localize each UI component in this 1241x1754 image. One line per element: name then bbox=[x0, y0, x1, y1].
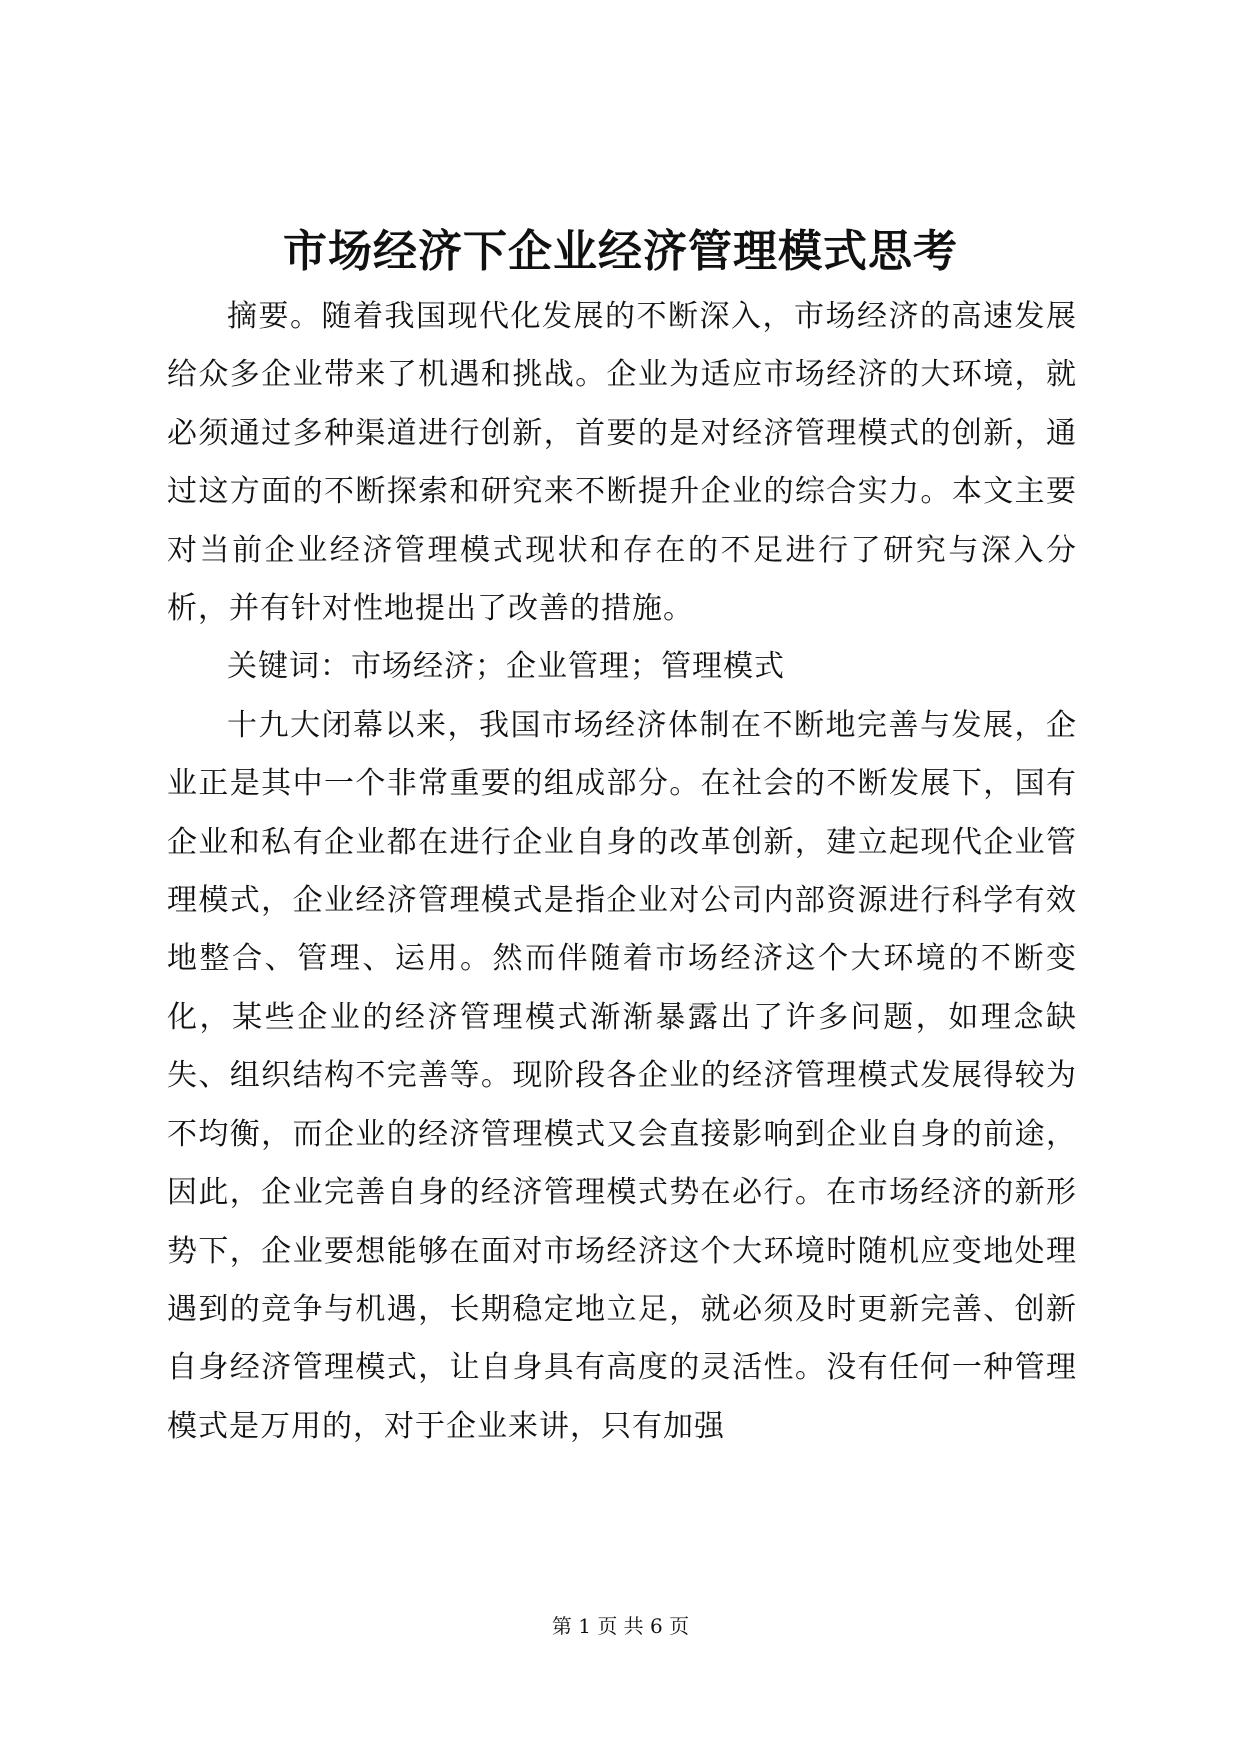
page-footer: 第 1 页 共 6 页 bbox=[551, 1614, 690, 1638]
abstract-paragraph: 摘要。随着我国现代化发展的不断深入，市场经济的高速发展给众多企业带来了机遇和挑战。企业为适应市场经济的大环境，就必须通过多种渠道进行创新，首要的是对经济管理模式的创新，通过这方面的不断探索和研究来不断提升企业的综合实力。本文主要对当前企业经济管理模式现状和存在的不足进行了研究与深入分析，并有针对性地提出了改善的措施。 bbox=[167, 299, 1077, 627]
keywords-paragraph: 关键词：市场经济；企业管理；管理模式 bbox=[227, 649, 785, 685]
body-paragraph: 十九大闭幕以来，我国市场经济体制在不断地完善与发展，企业正是其中一个非常重要的组成部分。在社会的不断发展下，国有企业和私有企业都在进行企业自身的改革创新，建立起现代企业管理模式，企业经济管理模式是指企业对公司内部资源进行科学有效地整合、管理、运用。然而伴随着市场经济这个大环境的不断变化，某些企业的经济管理模式渐渐暴露出了许多问题，如理念缺失、组织结构不完善等。现阶段各企业的经济管理模式发展得较为不均衡，而企业的经济管理模式又会直接影响到企业自身的前途，因此，企业完善自身的经济管理模式势在必行。在市场经济的新形势下，企业要想能够在面对市场经济这个大环境时随机应变地处理遇到的竞争与机遇，长期稳定地立足，就必须及时更新完善、创新自身经济管理模式，让自身具有高度的灵活性。没有任何一种管理模式是万用的，对于企业来讲，只有加强 bbox=[167, 707, 1077, 1444]
document-body bbox=[167, 288, 1077, 1456]
document-title: 市场经济下企业经济管理模式思考 bbox=[283, 226, 958, 277]
